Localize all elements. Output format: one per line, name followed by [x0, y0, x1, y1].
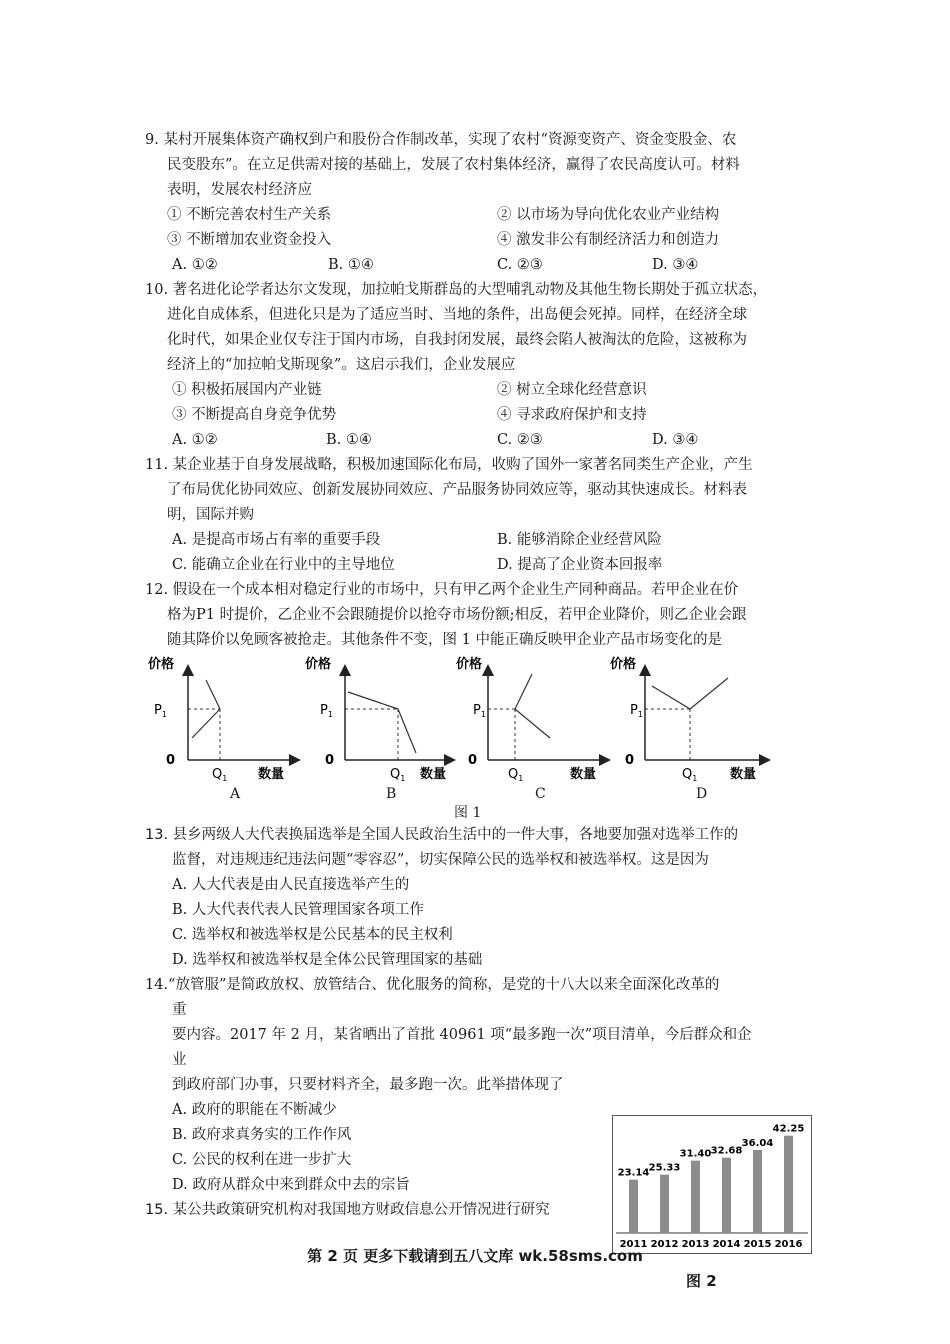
q9-line-2: 民变股东”。在立足供需对接的基础上，发展了农村集体经济，赢得了农民高度认可。材料: [167, 157, 740, 173]
bar-value-label-2015: 36.04: [741, 1137, 774, 1149]
q9-line-3: 表明，发展农村经济应: [167, 182, 312, 198]
panel-b-origin: 0: [325, 753, 335, 768]
panel-c-x-label: 数量: [570, 767, 597, 782]
panel-c-price-label: $P_1$: [473, 703, 486, 719]
panel-a-price-label: $P_1$: [154, 703, 167, 719]
q9-line-1: 9. 某村开展集体资产确权到户和股份合作制改革，实现了农村“资源变资产、资金变股金、农: [145, 132, 737, 148]
bar-2014: [722, 1158, 731, 1233]
q10-option-4: ④ 寻求政府保护和支持: [497, 407, 647, 423]
q9-option-4: ④ 激发非公有制经济活力和创造力: [497, 232, 720, 248]
q10-option-1: ① 积极拓展国内产业链: [172, 382, 322, 398]
figure-2-bar-chart: [612, 1115, 812, 1255]
x-tick-label-2016: 2016: [774, 1239, 803, 1250]
q14-choice-d: D. 政府从群众中来到群众中去的宗旨: [172, 1177, 410, 1193]
panel-d-qty-label: $Q_1$: [682, 767, 698, 783]
q11-choice-b: B. 能够消除企业经营风险: [497, 532, 662, 548]
bar-value-label-2014: 32.68: [710, 1145, 743, 1157]
x-tick-label-2014: 2014: [712, 1239, 741, 1250]
q13-line-1: 13. 县乡两级人大代表换届选举是全国人民政治生活中的一件大事，各地要加强对选举工作的: [145, 827, 739, 843]
panel-b-chart: [305, 656, 450, 783]
q14-choice-a: A. 政府的职能在不断减少: [172, 1102, 337, 1118]
panel-b-qty-label: $Q_1$: [390, 767, 406, 783]
q13-choice-c: C. 选举权和被选举权是公民基本的民主权利: [172, 927, 453, 943]
bar-value-label-2011: 23.14: [617, 1167, 650, 1179]
panel-b-label: B: [386, 786, 397, 802]
q12-line-3: 随其降价以免顾客被抢走。其他条件不变，图 1 中能正确反映甲企业产品市场变化的是: [167, 632, 722, 648]
q11-choice-a: A. 是提高市场占有率的重要手段: [172, 532, 381, 548]
q14-line-1: 14.“放管服”是简政放权、放管结合、优化服务的简称，是党的十八大以来全面深化改革的: [145, 977, 720, 993]
q9-option-3: ③ 不断增加农业资金投入: [167, 232, 332, 248]
panel-c-y-label: 价格: [456, 657, 483, 672]
bar-2013: [691, 1161, 700, 1233]
q9-choice-a: A. ①②: [172, 257, 218, 273]
panel-a-origin: 0: [166, 753, 176, 768]
panel-d-origin: 0: [625, 753, 635, 768]
q14-line-5: 到政府部门办事，只要材料齐全，最多跑一次。此举措体现了: [172, 1077, 564, 1093]
panel-b-y-label: 价格: [305, 657, 332, 672]
bar-2015: [753, 1150, 762, 1233]
q11-line-1: 11. 某企业基于自身发展战略，积极加速国际化布局，收购了国外一家著名同类生产企业，产生: [145, 457, 753, 473]
panel-a-chart: [148, 656, 295, 783]
q10-choice-a: A. ①②: [172, 432, 218, 448]
q13-choice-a: A. 人大代表是由人民直接选举产生的: [172, 877, 410, 893]
q14-line-3: 要内容。2017 年 2 月，某省晒出了首批 40961 项“最多跑一次”项目清单，今后群众和企: [172, 1027, 752, 1043]
q10-choice-b: B. ①④: [326, 432, 372, 448]
q13-line-2: 监督，对违规违纪违法问题“零容忍”，切实保障公民的选举权和被选举权。这是因为: [172, 852, 709, 868]
panel-d-x-label: 数量: [730, 767, 757, 782]
q15-line-1: 15. 某公共政策研究机构对我国地方财政信息公开情况进行研究: [145, 1202, 550, 1218]
bar-2012: [660, 1175, 669, 1233]
x-tick-label-2011: 2011: [619, 1239, 648, 1250]
q10-choice-c: C. ②③: [497, 432, 543, 448]
figure-2-caption: 图 2: [686, 1272, 717, 1290]
panel-a-qty-label: $Q_1$: [212, 767, 228, 783]
x-tick-label-2015: 2015: [743, 1239, 772, 1250]
q10-option-3: ③ 不断提高自身竞争优势: [172, 407, 337, 423]
panel-c-qty-label: $Q_1$: [508, 767, 524, 783]
q9-option-1: ① 不断完善农村生产关系: [167, 207, 332, 223]
q11-line-3: 明，国际并购: [167, 507, 254, 523]
q14-line-2: 重: [172, 1002, 187, 1018]
panel-b-price-label: $P_1$: [320, 703, 333, 719]
figure-1-panels: [140, 650, 800, 790]
panel-a-label: A: [230, 786, 241, 802]
q10-line-4: 经济上的“加拉帕戈斯现象”。这启示我们，企业发展应: [167, 357, 516, 373]
figure-1-caption: 图 1: [454, 805, 482, 821]
panel-a-x-label: 数量: [258, 767, 285, 782]
q9-choice-d: D. ③④: [652, 257, 699, 273]
q11-choice-c: C. 能确立企业在行业中的主导地位: [172, 557, 395, 573]
bar-value-label-2016: 42.25: [772, 1123, 805, 1135]
q9-option-2: ② 以市场为导向优化农业产业结构: [497, 207, 720, 223]
q11-choice-d: D. 提高了企业资本回报率: [497, 557, 663, 573]
q10-choice-d: D. ③④: [652, 432, 699, 448]
q10-line-2: 进化自成体系，但进化只是为了适应当时、当地的条件，出岛便会死掉。同样，在经济全球: [167, 307, 747, 323]
q13-choice-d: D. 选举权和被选举权是全体公民管理国家的基础: [172, 952, 483, 968]
q11-line-2: 了布局优化协同效应、创新发展协同效应、产品服务协同效应等，驱动其快速成长。材料表: [167, 482, 747, 498]
q14-line-4: 业: [172, 1052, 187, 1068]
x-tick-label-2012: 2012: [650, 1239, 679, 1250]
q10-option-2: ② 树立全球化经营意识: [497, 382, 647, 398]
bar-2016: [784, 1136, 793, 1233]
q9-choice-c: C. ②③: [497, 257, 543, 273]
q10-line-3: 化时代，如果企业仅专注于国内市场，自我封闭发展，最终会陷人被淘汰的危险，这被称为: [167, 332, 747, 348]
panel-d-chart: [610, 656, 765, 783]
q9-choice-b: B. ①④: [328, 257, 374, 273]
page-footer: 第 2 页 更多下载请到五八文库 wk.58sms.com: [307, 1247, 643, 1265]
q10-line-1: 10. 著名进化论学者达尔文发现，加拉帕戈斯群岛的大型哺乳动物及其他生物长期处于孤立状态，: [145, 282, 768, 298]
q13-choice-b: B. 人大代表代表人民管理国家各项工作: [172, 902, 424, 918]
panel-c-chart: [456, 656, 605, 783]
panel-c-label: C: [535, 786, 546, 802]
panel-b-x-label: 数量: [420, 767, 447, 782]
q14-choice-b: B. 政府求真务实的工作作风: [172, 1127, 352, 1143]
bar-value-label-2012: 25.33: [648, 1162, 681, 1174]
panel-c-origin: 0: [468, 753, 478, 768]
panel-a-y-label: 价格: [148, 657, 175, 672]
bar-value-label-2013: 31.40: [679, 1148, 712, 1160]
q14-choice-c: C. 公民的权利在进一步扩大: [172, 1152, 352, 1168]
q12-line-2: 格为P1 时提价，乙企业不会跟随提价以抢夺市场份额;相反，若甲企业降价，则乙企业会跟: [167, 607, 747, 623]
panel-d-price-label: $P_1$: [630, 703, 643, 719]
panel-d-label: D: [696, 786, 708, 802]
q12-line-1: 12. 假设在一个成本相对稳定行业的市场中，只有甲乙两个企业生产同种商品。若甲企业在价: [145, 582, 739, 598]
x-tick-label-2013: 2013: [681, 1239, 710, 1250]
bar-2011: [629, 1180, 638, 1233]
panel-d-y-label: 价格: [610, 657, 637, 672]
